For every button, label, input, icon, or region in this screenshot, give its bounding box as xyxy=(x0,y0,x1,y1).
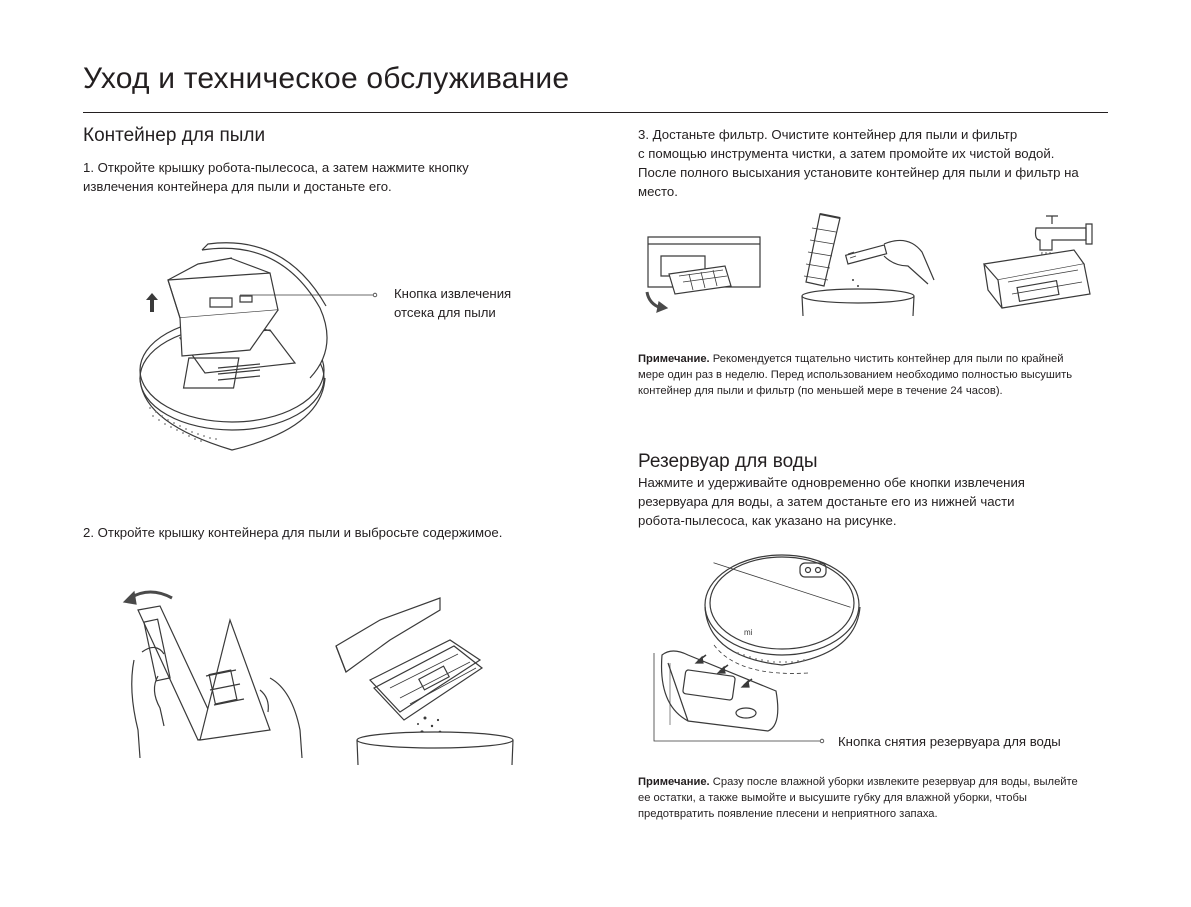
water-tank-text xyxy=(638,473,1118,530)
step3-text xyxy=(638,125,1118,201)
water-tank-release-callout: Кнопка снятия резервуара для воды xyxy=(838,734,1061,749)
robot-body xyxy=(705,555,859,655)
filter xyxy=(806,214,840,286)
note-label: Примечание. xyxy=(638,776,710,788)
page-title: Уход и техническое обслуживание xyxy=(83,62,570,95)
step3-line: место. xyxy=(638,184,678,199)
right-hand xyxy=(260,678,302,758)
step3-line: с помощью инструмента чистки, а затем промойте их чистой водой. xyxy=(638,146,1055,161)
rinse-container-illustration xyxy=(978,210,1108,320)
water-tank-illustration xyxy=(648,545,878,745)
step1-line: 1. Откройте крышку робота-пылесоса, а затем нажмите кнопку xyxy=(83,160,469,175)
logo-text: mi xyxy=(744,628,753,637)
filter-removal-illustration xyxy=(645,234,765,314)
step1-line: извлечения контейнера для пыли и достаньте его. xyxy=(83,179,392,194)
cleaning-brush-icon xyxy=(846,245,887,264)
water-tank-heading: Резервуар для воды xyxy=(638,451,818,472)
step1-text xyxy=(83,158,603,196)
open-container-lid-illustration xyxy=(120,580,320,760)
note-line: мере один раз в неделю. Перед использованием необходимо полностью высушить xyxy=(638,369,1073,381)
step3-line: После полного высыхания установите контейнер для пыли и фильтр на xyxy=(638,165,1079,180)
dust-container xyxy=(168,273,278,318)
curved-arrow-icon xyxy=(130,592,172,598)
water-line: резервуара для воды, а затем достаньте его из нижней части xyxy=(638,494,1015,509)
note-line: Рекомендуется тщательно чистить контейнер для пыли по крайней xyxy=(712,353,1064,365)
note-line: контейнер для пыли и фильтр (по меньшей мере в течение 24 часов). xyxy=(638,385,1003,397)
water-line: робота-пылесоса, как указано на рисунке. xyxy=(638,513,897,528)
note-label: Примечание. xyxy=(638,353,710,365)
dust-container-heading: Контейнер для пыли xyxy=(83,125,266,146)
step3-line: 3. Достаньте фильтр. Очистите контейнер для пыли и фильтр xyxy=(638,127,1018,142)
water-tap-icon xyxy=(1036,216,1093,250)
filter-brushing-illustration xyxy=(798,210,948,318)
hand xyxy=(884,240,934,284)
step2-text: 2. Откройте крышку контейнера для пыли и выбросьте содержимое. xyxy=(83,525,503,540)
dust-note xyxy=(638,351,1113,399)
eject-button-callout xyxy=(394,284,511,322)
trash-bin xyxy=(802,289,914,303)
note-line: ее остатки, а также вымойте и высушите губку для влажной уборки, чтобы xyxy=(638,792,1027,804)
up-arrow-icon xyxy=(146,293,158,312)
callout-line-1: Кнопка извлечения xyxy=(394,286,512,301)
left-hand xyxy=(132,660,164,758)
water-note xyxy=(638,774,1113,822)
water-line: Нажмите и удерживайте одновременно обе кнопки извлечения xyxy=(638,475,1025,490)
note-line: Сразу после влажной уборки извлеките резервуар для воды, вылейте xyxy=(712,776,1078,788)
water-tank xyxy=(662,651,778,731)
note-line: предотвратить появление плесени и неприятного запаха. xyxy=(638,808,938,820)
callout-line-2: отсека для пыли xyxy=(394,305,496,320)
trash-bin xyxy=(357,732,513,748)
title-divider xyxy=(83,112,1108,113)
robot-open-lid-illustration xyxy=(120,238,540,463)
empty-container-illustration xyxy=(330,580,520,770)
